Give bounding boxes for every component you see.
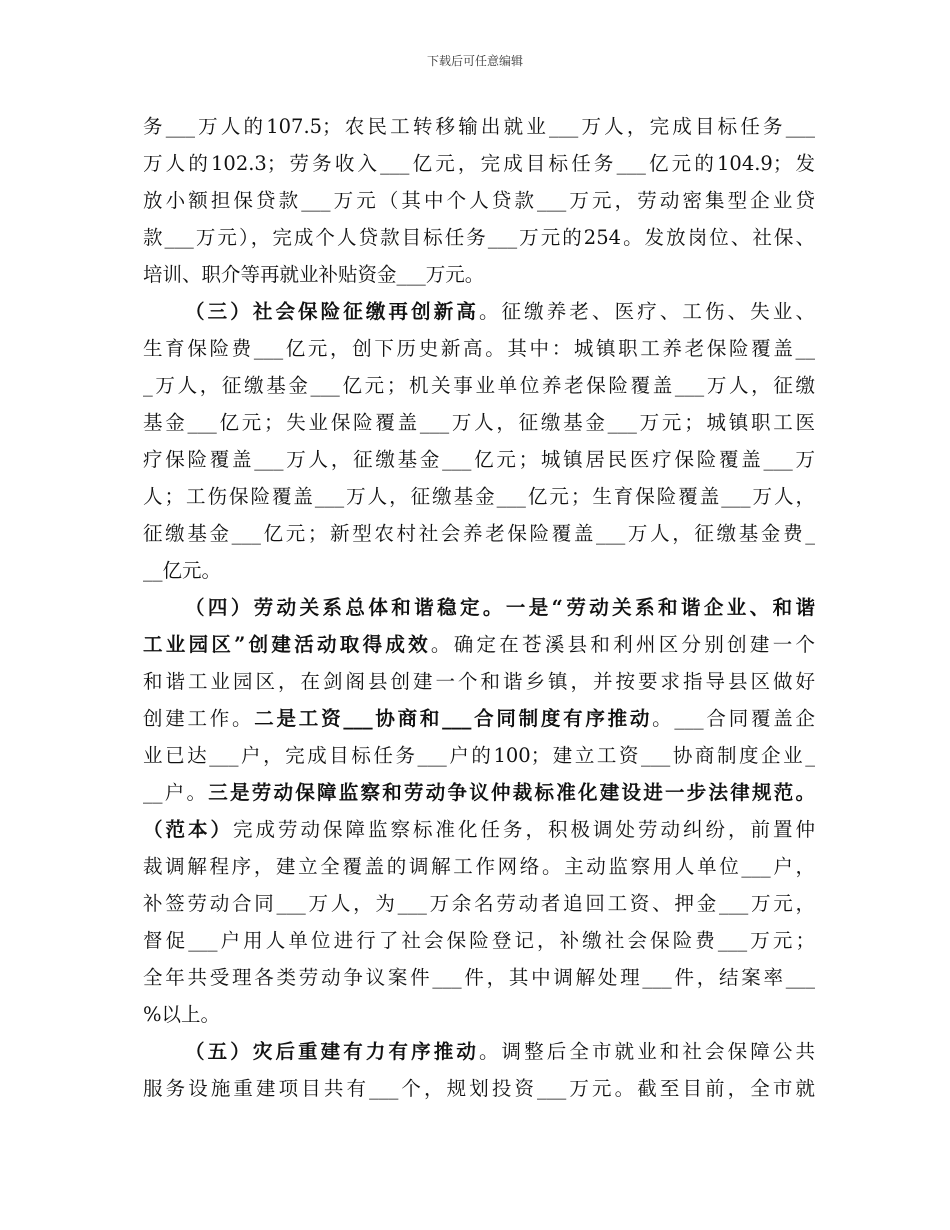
- text-run: 款___万元），完成个人贷款目标任务___万元的254。发放岗位、社保、: [143, 226, 815, 249]
- text-run: __亿元。: [143, 559, 222, 582]
- text-run: 督促___户用人单位进行了社会保险登记，补缴社会保险费___万元；: [143, 929, 815, 952]
- text-run: 创建工作。: [143, 707, 255, 730]
- text-run: 全年共受理各类劳动争议案件___件，其中调解处理___件，结案率___: [143, 966, 815, 989]
- text-run: 。确定在苍溪县和利州区分别创建一个: [430, 633, 815, 656]
- text-line: [143, 108, 815, 145]
- text-line: [143, 626, 815, 663]
- text-line: [143, 1033, 815, 1070]
- text-run: 征缴基金___亿元；新型农村社会养老保险覆盖___万人，征缴基金费_: [143, 522, 815, 545]
- text-line: [143, 737, 815, 774]
- bold-run: 二是工资___协商和___合同制度有序推动: [254, 707, 653, 730]
- text-run: 服务设施重建项目共有___个，规划投资___万元。截至目前，全市就: [143, 1077, 815, 1100]
- text-line: [143, 700, 815, 737]
- text-run: 。征缴养老、医疗、工伤、失业、: [478, 300, 815, 323]
- text-line: [143, 145, 815, 182]
- text-line: [143, 848, 815, 885]
- text-run: 裁调解程序，建立全覆盖的调解工作网络。主动监察用人单位___户，: [143, 855, 815, 878]
- text-run: 。调整后全市就业和社会保障公共: [478, 1040, 815, 1063]
- text-run: 放小额担保贷款___万元（其中个人贷款___万元，劳动密集型企业贷: [143, 189, 815, 212]
- text-line: [143, 367, 815, 404]
- text-line: [143, 885, 815, 922]
- document-body: [143, 108, 815, 1107]
- text-run: 疗保险覆盖___万人，征缴基金___亿元；城镇居民医疗保险覆盖___万: [143, 448, 815, 471]
- text-line: [143, 219, 815, 256]
- text-line: [143, 293, 815, 330]
- text-line: [143, 552, 815, 589]
- page-header: 下载后可任意编辑: [426, 54, 523, 68]
- text-line: [143, 1070, 815, 1107]
- bold-run: （三）社会保险征缴再创新高: [185, 300, 479, 323]
- bold-run: 工业园区”创建活动取得成效: [143, 633, 431, 656]
- text-line: [143, 996, 815, 1033]
- bold-run: （范本）: [143, 818, 233, 841]
- text-run: %以上。: [143, 1003, 221, 1026]
- text-run: 完成劳动保障监察标准化任务，积极调处劳动纠纷，前置仲: [233, 818, 815, 841]
- text-run: 和谐工业园区，在剑阁县创建一个和谐乡镇，并按要求指导县区做好: [143, 670, 815, 693]
- text-line: [143, 256, 815, 293]
- bold-run: 三是劳动保障监察和劳动争议仲裁标准化建设进一步法律规范。: [208, 781, 815, 804]
- text-line: [143, 922, 815, 959]
- text-line: [143, 589, 815, 626]
- bold-run: （四）劳动关系总体和谐稳定。一是“劳动关系和谐企业、和谐: [185, 596, 815, 619]
- text-line: [143, 441, 815, 478]
- text-line: [143, 182, 815, 219]
- text-line: [143, 774, 815, 811]
- text-run: 基金___亿元；失业保险覆盖___万人，征缴基金___万元；城镇职工医: [143, 411, 815, 434]
- text-run: 万人的102.3；劳务收入___亿元，完成目标任务___亿元的104.9；发: [143, 152, 815, 175]
- text-run: _万人，征缴基金___亿元；机关事业单位养老保险覆盖___万人，征缴: [143, 374, 815, 397]
- text-run: 务___万人的107.5；农民工转移输出就业___万人，完成目标任务___: [143, 115, 815, 138]
- text-run: 补签劳动合同___万人，为___万余名劳动者追回工资、押金___万元，: [143, 892, 815, 915]
- text-line: [143, 404, 815, 441]
- text-run: 生育保险费___亿元，创下历史新高。其中：城镇职工养老保险覆盖__: [143, 337, 815, 360]
- text-line: [143, 515, 815, 552]
- text-line: [143, 959, 815, 996]
- text-line: [143, 663, 815, 700]
- text-run: __户。: [143, 781, 209, 804]
- text-run: 培训、职介等再就业补贴资金___万元。: [143, 263, 485, 286]
- text-run: 业已达___户，完成目标任务___户的100；建立工资___协商制度企业_: [143, 744, 815, 767]
- text-run: 人；工伤保险覆盖___万人，征缴基金___亿元；生育保险覆盖___万人，: [143, 485, 815, 508]
- bold-run: （五）灾后重建有力有序推动: [185, 1040, 479, 1063]
- text-run: 。___合同覆盖企: [652, 707, 815, 730]
- text-line: [143, 811, 815, 848]
- text-line: [143, 330, 815, 367]
- text-line: [143, 478, 815, 515]
